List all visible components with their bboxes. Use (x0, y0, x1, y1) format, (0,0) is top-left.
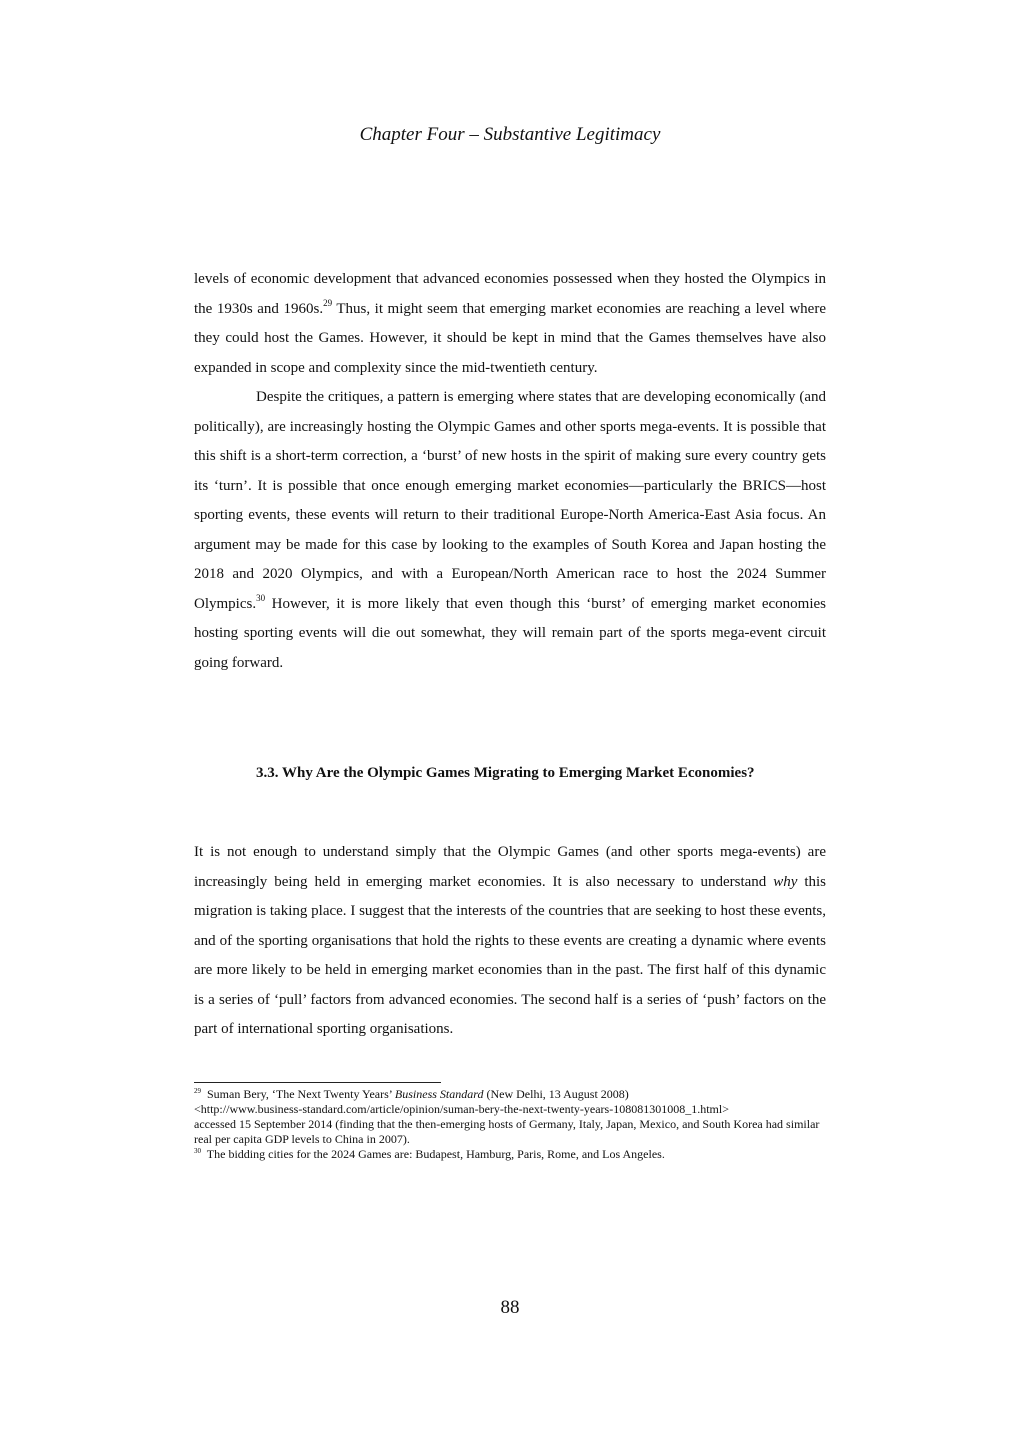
page-number: 88 (500, 1297, 520, 1318)
footnote-separator (194, 1082, 441, 1083)
paragraph-text: Thus, it might seem that emerging market economies are reaching a level where they could host the Games. However, it should be kept in mind that the Games themselves have also expanded in scope and complexity since the mid-twentieth century. (194, 300, 826, 376)
footnote-number: 29 (194, 1087, 201, 1095)
paragraph-text: It is not enough to understand simply that the Olympic Games (and other sports mega-events) are increasingly being held in emerging market economies. It is also necessary to understand (194, 844, 826, 890)
footnote-reference[interactable]: 30 (256, 592, 266, 603)
footnote-text: Suman Bery, ‘The Next Twenty Years’ (207, 1087, 395, 1101)
footnote-reference[interactable]: 29 (323, 297, 333, 308)
footnote-number: 30 (194, 1147, 201, 1155)
footnotes (194, 1087, 826, 1162)
paragraph-text: levels of economic development that advanced economies possessed when they hosted the Olympics in the 1930s and 1960s. (194, 271, 826, 317)
footnote (194, 1087, 826, 1147)
body-text-bottom (194, 838, 826, 1045)
running-head: Chapter Four – Substantive Legitimacy (359, 124, 661, 145)
footnote (194, 1147, 826, 1162)
paragraph (194, 838, 826, 1045)
footnote-url[interactable]: <http://www.business-standard.com/article/opinion/suman-bery-the-next-twenty-years-108081301008_1.html> (194, 1102, 729, 1116)
paragraph-text: Despite the critiques, a pattern is emerging where states that are developing economically (and politically), are increasingly hosting the Olympic Games and other sports mega-events. It is possible that this shift is a short-term correction, a ‘burst’ of new hosts in the spirit of making sure every country gets its ‘turn’. It is possible that once enough emerging market economies—particularly the BRICS—host sporting events, these events will return to their traditional Europe-North America-East Asia focus. An argument may be made for this case by looking to the examples of South Korea and Japan hosting the 2018 and 2020 Olympics, and with a European/North American race to host the 2024 Summer Olympics. (194, 389, 826, 612)
footnote-text: The bidding cities for the 2024 Games are: Budapest, Hamburg, Paris, Rome, and Los Angeles. (206, 1147, 665, 1161)
emphasis-text: why (773, 873, 798, 890)
footnote-source-title: Business Standard (394, 1087, 484, 1101)
paragraph-continuation (194, 265, 826, 383)
body-text-top (194, 265, 826, 678)
footnote-text: (New Delhi, 13 August 2008) (483, 1087, 629, 1101)
paragraph (194, 383, 826, 678)
footnote-text: accessed 15 September 2014 (finding that the then-emerging hosts of Germany, Italy, Japan, Mexico, and South Korea had similar real per capita GDP levels to China in 2007). (194, 1117, 820, 1146)
paragraph-text: this migration is taking place. I suggest that the interests of the countries that are seeking to host these events, and of the sporting organisations that hold the rights to these events are creating a dynamic where events are more likely to be held in emerging market economies than in the past. The first half of this dynamic is a series of ‘pull’ factors from advanced economies. The second half is a series of ‘push’ factors on the part of international sporting organisations. (194, 873, 826, 1037)
paragraph-text: However, it is more likely that even though this ‘burst’ of emerging market economies hosting sporting events will die out somewhat, they will remain part of the sports mega-event circuit going forward. (194, 595, 826, 671)
section-heading: 3.3. Why Are the Olympic Games Migrating to Emerging Market Economies? (256, 765, 755, 781)
